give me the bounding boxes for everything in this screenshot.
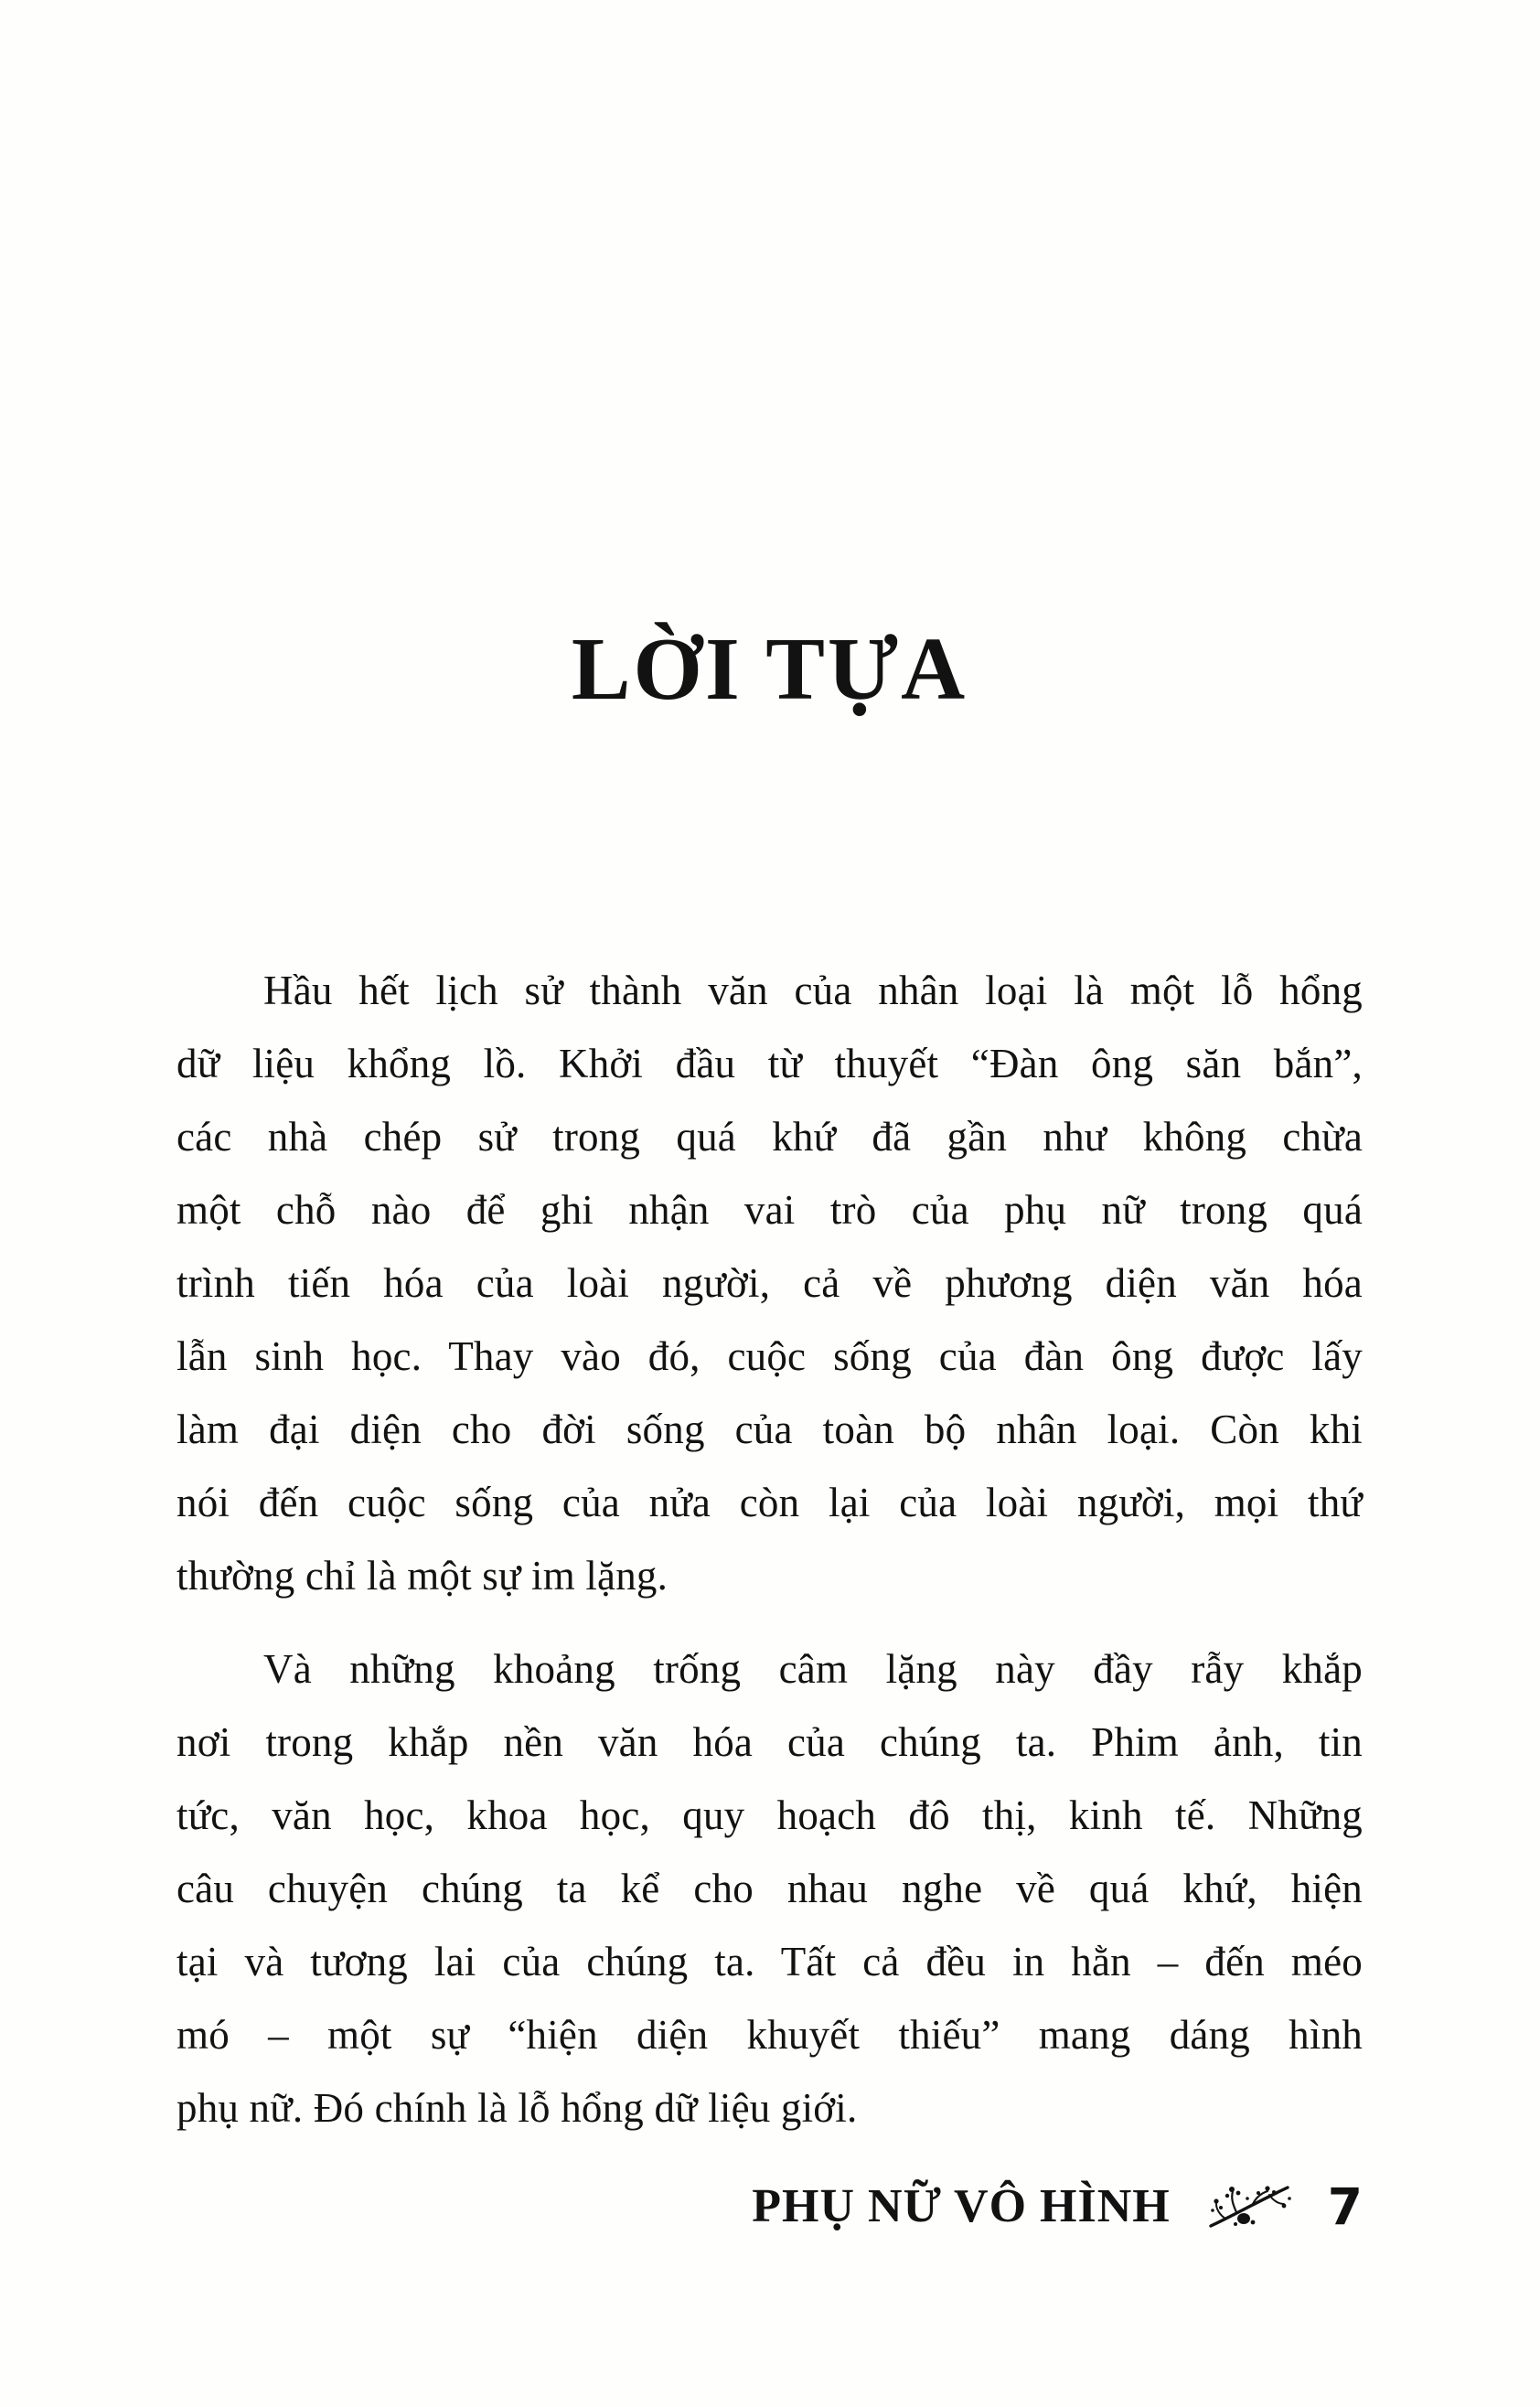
body-line: dữ liệu khổng lồ. Khởi đầu từ thuyết “Đàn ông săn bắn”, xyxy=(176,1041,1363,1086)
page-title: LỜI TỰA xyxy=(571,620,968,718)
page-footer xyxy=(176,2177,1363,2236)
body-line: Và những khoảng trống câm lặng này đầy rẫy khắp xyxy=(263,1646,1363,1692)
footer-book-title: PHỤ NỮ VÔ HÌNH xyxy=(752,2180,1171,2232)
body-line: thường chỉ là một sự im lặng. xyxy=(176,1553,668,1599)
body-line: tại và tương lai của chúng ta. Tất cả đều in hằn – đến méo xyxy=(176,1939,1363,1984)
body-text xyxy=(176,954,1363,2145)
body-line: nơi trong khắp nền văn hóa của chúng ta. Phim ảnh, tin xyxy=(176,1719,1363,1765)
branch-sprig-icon xyxy=(1205,2180,1293,2233)
body-line: tức, văn học, khoa học, quy hoạch đô thị, kinh tế. Những xyxy=(176,1792,1363,1838)
body-line: làm đại diện cho đời sống của toàn bộ nhân loại. Còn khi xyxy=(176,1407,1363,1452)
body-line: câu chuyện chúng ta kể cho nhau nghe về quá khứ, hiện xyxy=(176,1866,1363,1911)
body-line: các nhà chép sử trong quá khứ đã gần như không chừa xyxy=(176,1114,1363,1160)
body-line: trình tiến hóa của loài người, cả về phương diện văn hóa xyxy=(176,1260,1363,1306)
body-line: lẫn sinh học. Thay vào đó, cuộc sống của đàn ông được lấy xyxy=(176,1333,1363,1379)
body-line: một chỗ nào để ghi nhận vai trò của phụ nữ trong quá xyxy=(176,1187,1363,1233)
footer-page-number: 7 xyxy=(1327,2177,1363,2236)
body-line: Hầu hết lịch sử thành văn của nhân loại là một lỗ hổng xyxy=(263,968,1363,1013)
body-line: mó – một sự “hiện diện khuyết thiếu” mang dáng hình xyxy=(176,2012,1363,2058)
paragraph xyxy=(176,954,1363,1612)
body-line: phụ nữ. Đó chính là lỗ hổng dữ liệu giới. xyxy=(176,2085,858,2131)
body-line: nói đến cuộc sống của nửa còn lại của loài người, mọi thứ xyxy=(176,1480,1363,1525)
paragraph xyxy=(176,1632,1363,2145)
